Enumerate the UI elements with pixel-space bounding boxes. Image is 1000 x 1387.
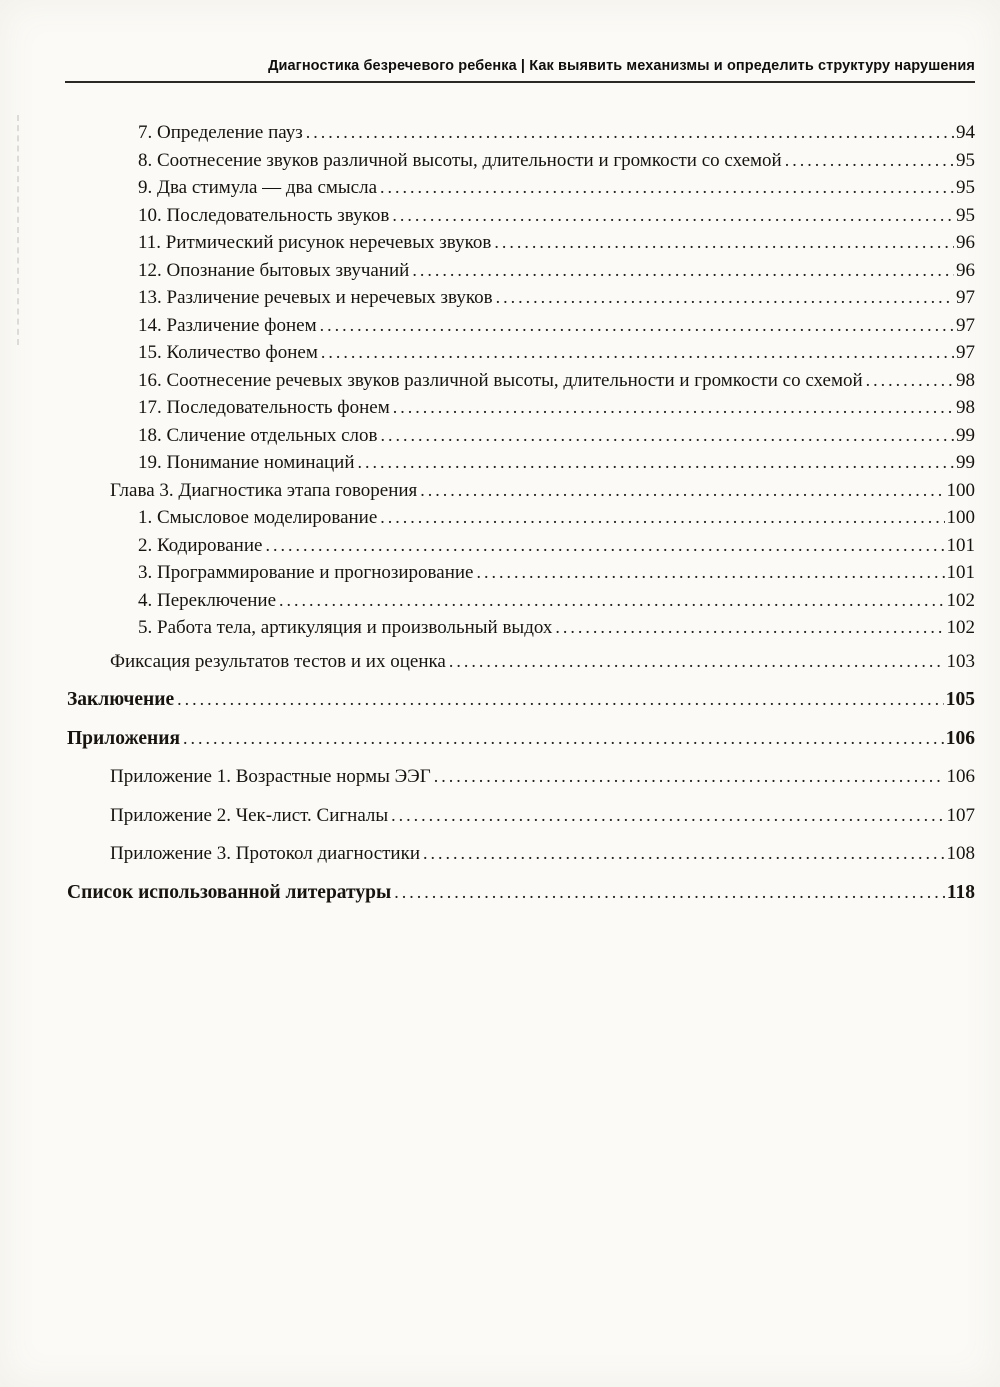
- toc-entry: [65, 648, 975, 676]
- toc-page-number: 105: [945, 689, 975, 710]
- toc-entry: [65, 367, 975, 395]
- toc-entry-label: 10. Последовательность звуков: [138, 204, 390, 226]
- toc-page-number: 106: [945, 727, 975, 749]
- toc-entry-label: Приложение 2. Чек-лист. Сигналы: [110, 804, 389, 826]
- dot-leader: [183, 725, 944, 753]
- toc-page-number: 102: [946, 589, 975, 611]
- toc-entry: [65, 202, 975, 230]
- toc-page-number: 100: [946, 507, 975, 528]
- toc-entry: [65, 312, 975, 340]
- toc-entry-label: Приложение 3. Протокол диагностики: [110, 843, 421, 864]
- toc-entry-label: Список использованной литературы: [67, 881, 392, 903]
- dot-leader: [785, 147, 954, 175]
- toc-entry: [65, 686, 975, 714]
- toc-entry: [65, 763, 975, 791]
- toc-entry-label: 4. Переключение: [138, 589, 277, 611]
- toc-page-number: 102: [946, 617, 975, 638]
- toc-entry-label: 2. Кодирование: [138, 534, 263, 556]
- toc-entry-label: 15. Количество фонем: [138, 342, 318, 363]
- table-of-contents: [65, 119, 975, 906]
- dot-leader: [380, 422, 954, 450]
- toc-page-number: 118: [946, 881, 975, 903]
- toc-page-number: 96: [956, 259, 975, 281]
- page-header: [65, 58, 975, 83]
- toc-page-number: 98: [956, 397, 975, 418]
- dot-leader: [358, 449, 954, 477]
- dot-leader: [177, 686, 944, 714]
- toc-entry-label: 14. Различение фонем: [138, 314, 317, 336]
- toc-entry-label: 13. Различение речевых и неречевых звуков: [138, 287, 493, 308]
- toc-entry: [65, 339, 975, 367]
- toc-entry-label: Заключение: [67, 689, 175, 710]
- scan-artifact-line: [17, 115, 19, 345]
- toc-entry: [65, 119, 975, 147]
- toc-entry-label: Приложения: [67, 727, 181, 749]
- dot-leader: [496, 284, 954, 312]
- toc-entry-label: Фиксация результатов тестов и их оценка: [110, 650, 446, 672]
- toc-page-number: 101: [946, 562, 975, 583]
- toc-entry-label: 12. Опознание бытовых звучаний: [138, 259, 410, 281]
- toc-page-number: 95: [956, 149, 975, 171]
- dot-leader: [391, 802, 944, 830]
- toc-entry-label: 5. Работа тела, артикуляция и произвольный выдох: [138, 617, 553, 638]
- dot-leader: [866, 367, 954, 395]
- dot-leader: [392, 202, 954, 230]
- toc-entry-label: 18. Сличение отдельных слов: [138, 424, 378, 446]
- toc-page-number: 97: [956, 287, 975, 308]
- toc-page-number: 97: [956, 314, 975, 336]
- toc-page-number: 99: [956, 424, 975, 446]
- toc-entry: [65, 879, 975, 907]
- dot-leader: [321, 339, 954, 367]
- toc-entry-label: 7. Определение пауз: [138, 122, 303, 143]
- dot-leader: [434, 763, 945, 791]
- toc-entry-label: 19. Понимание номинаций: [138, 452, 355, 473]
- toc-page-number: 95: [956, 177, 975, 198]
- toc-entry: [65, 477, 975, 505]
- toc-page-number: 94: [956, 122, 975, 143]
- toc-entry: [65, 422, 975, 450]
- toc-entry-label: 8. Соотнесение звуков различной высоты, длительности и громкости со схемой: [138, 149, 782, 171]
- toc-page-number: 103: [946, 650, 975, 672]
- toc-entry: [65, 504, 975, 532]
- toc-entry: [65, 559, 975, 587]
- dot-leader: [420, 477, 944, 505]
- toc-entry-label: 3. Программирование и прогнозирование: [138, 562, 474, 583]
- toc-page-number: 97: [956, 342, 975, 363]
- dot-leader: [320, 312, 954, 340]
- dot-leader: [555, 614, 944, 642]
- dot-leader: [380, 504, 944, 532]
- dot-leader: [412, 257, 954, 285]
- toc-page-number: 106: [946, 766, 975, 787]
- dot-leader: [449, 648, 945, 676]
- toc-entry-label: 1. Смысловое моделирование: [138, 507, 378, 528]
- toc-page-number: 99: [956, 452, 975, 473]
- toc-page-number: 95: [956, 204, 975, 226]
- toc-page-number: 107: [946, 804, 975, 826]
- toc-entry: [65, 725, 975, 753]
- dot-leader: [380, 174, 954, 202]
- toc-entry-label: 9. Два стимула — два смысла: [138, 177, 378, 198]
- dot-leader: [279, 587, 944, 615]
- toc-page-number: 96: [956, 232, 975, 253]
- toc-entry-label: 11. Ритмический рисунок неречевых звуков: [138, 232, 492, 253]
- toc-entry-label: Приложение 1. Возрастные нормы ЭЭГ: [110, 766, 431, 787]
- toc-entry-label: 17. Последовательность фонем: [138, 397, 390, 418]
- dot-leader: [265, 532, 944, 560]
- toc-entry: [65, 802, 975, 830]
- header-rule: [65, 81, 975, 83]
- toc-entry: [65, 174, 975, 202]
- running-head-title: Диагностика безречевого ребенка | Как выявить механизмы и определить структуру нарушения: [268, 58, 975, 74]
- toc-entry: [65, 394, 975, 422]
- dot-leader: [476, 559, 944, 587]
- toc-entry-label: Глава 3. Диагностика этапа говорения: [110, 479, 418, 501]
- toc-entry: [65, 147, 975, 175]
- toc-entry: [65, 840, 975, 868]
- dot-leader: [494, 229, 954, 257]
- toc-entry: [65, 587, 975, 615]
- toc-page-number: 100: [946, 479, 975, 501]
- dot-leader: [423, 840, 944, 868]
- toc-page-number: 98: [956, 369, 975, 391]
- dot-leader: [306, 119, 954, 147]
- dot-leader: [393, 394, 954, 422]
- toc-page-number: 101: [946, 534, 975, 556]
- toc-entry: [65, 229, 975, 257]
- toc-entry: [65, 532, 975, 560]
- toc-entry: [65, 449, 975, 477]
- toc-entry: [65, 614, 975, 642]
- toc-entry: [65, 284, 975, 312]
- toc-page-number: 108: [946, 843, 975, 864]
- dot-leader: [394, 879, 945, 907]
- toc-entry: [65, 257, 975, 285]
- toc-entry-label: 16. Соотнесение речевых звуков различной высоты, длительности и громкости со схемой: [138, 369, 863, 391]
